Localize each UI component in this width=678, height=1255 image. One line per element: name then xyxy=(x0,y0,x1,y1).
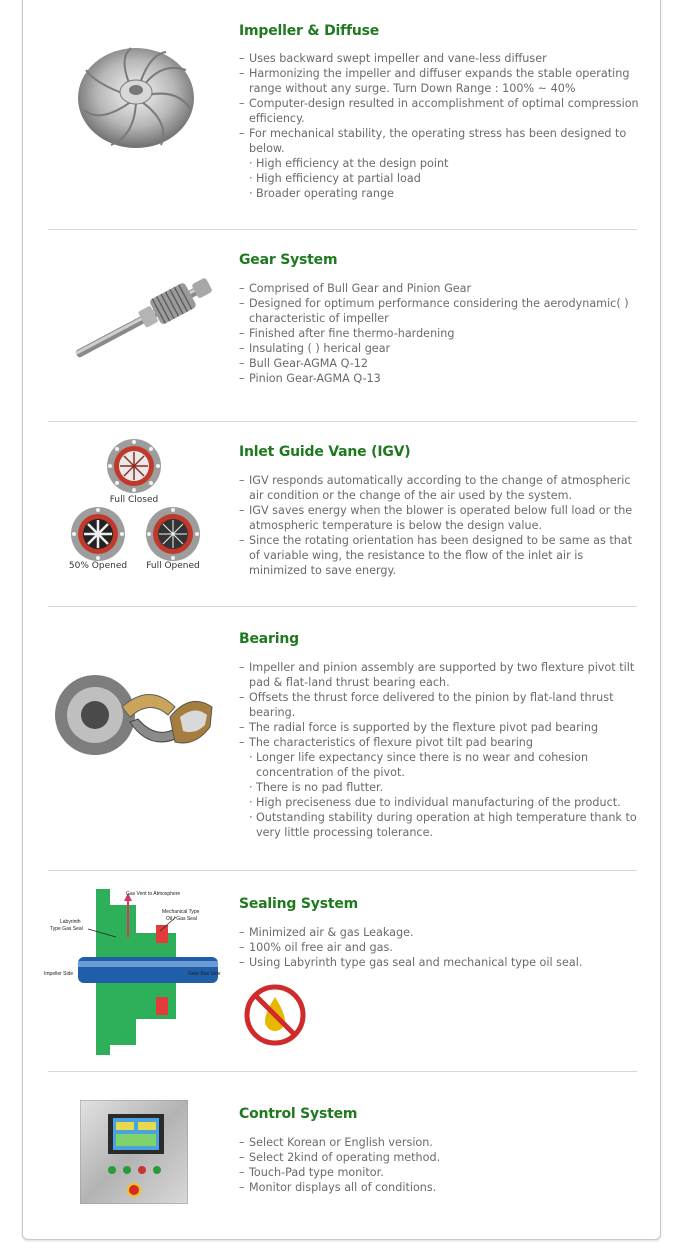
list-item: – Since the rotating orientation has been designed to be same as that of variable wing, the resistance to the flow of the inlet air is minimized to save energy. xyxy=(239,533,639,578)
sub-list-item: · High efficiency at the design point xyxy=(239,156,639,171)
diagram-label: Type Gas Seal xyxy=(50,926,83,932)
list-item: – The characteristics of flexure pivot tilt pad bearing xyxy=(239,735,639,750)
list-item: – Monitor displays all of conditions. xyxy=(239,1180,639,1195)
diagram-label: Labyrinth xyxy=(60,919,81,925)
section-igv xyxy=(48,422,637,606)
list-item: – Using Labyrinth type gas seal and mechanical type oil seal. xyxy=(239,955,639,970)
diagram-label: Gear Box Side xyxy=(188,971,221,977)
igv-caption: Full Closed xyxy=(109,495,159,505)
feature-list xyxy=(239,281,639,386)
list-item: – Offsets the thrust force delivered to the pinion by flat-land thrust bearing. xyxy=(239,690,639,720)
list-item: – IGV responds automatically according to the change of atmospheric air condition or the change of the air used by the system. xyxy=(239,473,639,503)
list-item: – The radial force is supported by the flexture pivot pad bearing xyxy=(239,720,639,735)
gear-shaft-image xyxy=(62,278,222,363)
sub-list-item: · Broader operating range xyxy=(239,186,639,201)
igv-caption: 50% Opened xyxy=(68,561,128,571)
section-sealing xyxy=(44,871,637,1071)
section-control xyxy=(48,1072,637,1232)
list-item: – Computer-design resulted in accomplishment of optimal compression efficiency. xyxy=(239,96,639,126)
list-item: – Harmonizing the impeller and diffuser expands the stable operating range without any surge. Turn Down Range : 100% ~ 40% xyxy=(239,66,639,96)
section-title: Inlet Guide Vane (IGV) xyxy=(239,444,411,460)
section-title: Impeller & Diffuse xyxy=(239,23,380,39)
section-title: Bearing xyxy=(239,631,299,647)
list-item: – 100% oil free air and gas. xyxy=(239,940,639,955)
diagram-label: Gas Vent to Atmosphere xyxy=(126,891,181,897)
list-item: – Bull Gear-AGMA Q-12 xyxy=(239,356,639,371)
feature-list xyxy=(239,925,639,970)
igv-caption: Full Opened xyxy=(146,561,200,571)
impeller-image xyxy=(76,40,196,155)
list-item: – IGV saves energy when the blower is operated below full load or the atmospheric temperature is below the design value. xyxy=(239,503,639,533)
list-item: – For mechanical stability, the operating stress has been designed to below. xyxy=(239,126,639,156)
igv-full-opened-image xyxy=(145,506,201,562)
diagram-label: Oil / Gas Seal xyxy=(166,916,197,922)
igv-50-opened-image xyxy=(70,506,126,562)
feature-list xyxy=(239,51,639,201)
list-item: – Comprised of Bull Gear and Pinion Gear xyxy=(239,281,639,296)
section-impeller xyxy=(48,0,637,228)
sub-list-item: · High efficiency at partial load xyxy=(239,171,639,186)
list-item: – Pinion Gear-AGMA Q-13 xyxy=(239,371,639,386)
list-item: – Touch-Pad type monitor. xyxy=(239,1165,639,1180)
no-oil-icon xyxy=(243,983,307,1047)
sub-list-item: · High preciseness due to individual manufacturing of the product. xyxy=(239,795,639,810)
sub-list-item: · Longer life expectancy since there is no wear and cohesion concentration of the pivot. xyxy=(239,750,639,780)
section-title: Gear System xyxy=(239,252,338,268)
section-title: Sealing System xyxy=(239,896,359,912)
feature-list xyxy=(239,1135,639,1195)
list-item: – Uses backward swept impeller and vane-less diffuser xyxy=(239,51,639,66)
list-item: – Finished after fine thermo-hardening xyxy=(239,326,639,341)
list-item: – Insulating ( ) herical gear xyxy=(239,341,639,356)
sealing-diagram xyxy=(38,885,228,1061)
diagram-label: Impeller Side xyxy=(44,971,74,977)
section-gear xyxy=(48,230,637,420)
control-panel-image xyxy=(80,1100,188,1204)
section-title: Control System xyxy=(239,1106,358,1122)
list-item: – Designed for optimum performance considering the aerodynamic( ) characteristic of impeller xyxy=(239,296,639,326)
bearing-image xyxy=(50,667,220,767)
sub-list-item: · Outstanding stability during operation at high temperature thank to very little processing tolerance. xyxy=(239,810,639,840)
feature-list xyxy=(239,660,639,840)
diagram-label: Mechanical Type xyxy=(162,909,200,915)
list-item: – Select 2kind of operating method. xyxy=(239,1150,639,1165)
feature-list xyxy=(239,473,639,578)
list-item: – Minimized air & gas Leakage. xyxy=(239,925,639,940)
list-item: – Impeller and pinion assembly are supported by two flexture pivot tilt pad & flat-land thrust bearing each. xyxy=(239,660,639,690)
list-item: – Select Korean or English version. xyxy=(239,1135,639,1150)
igv-full-closed-image xyxy=(106,438,162,494)
sub-list-item: · There is no pad flutter. xyxy=(239,780,639,795)
section-bearing xyxy=(48,607,637,869)
